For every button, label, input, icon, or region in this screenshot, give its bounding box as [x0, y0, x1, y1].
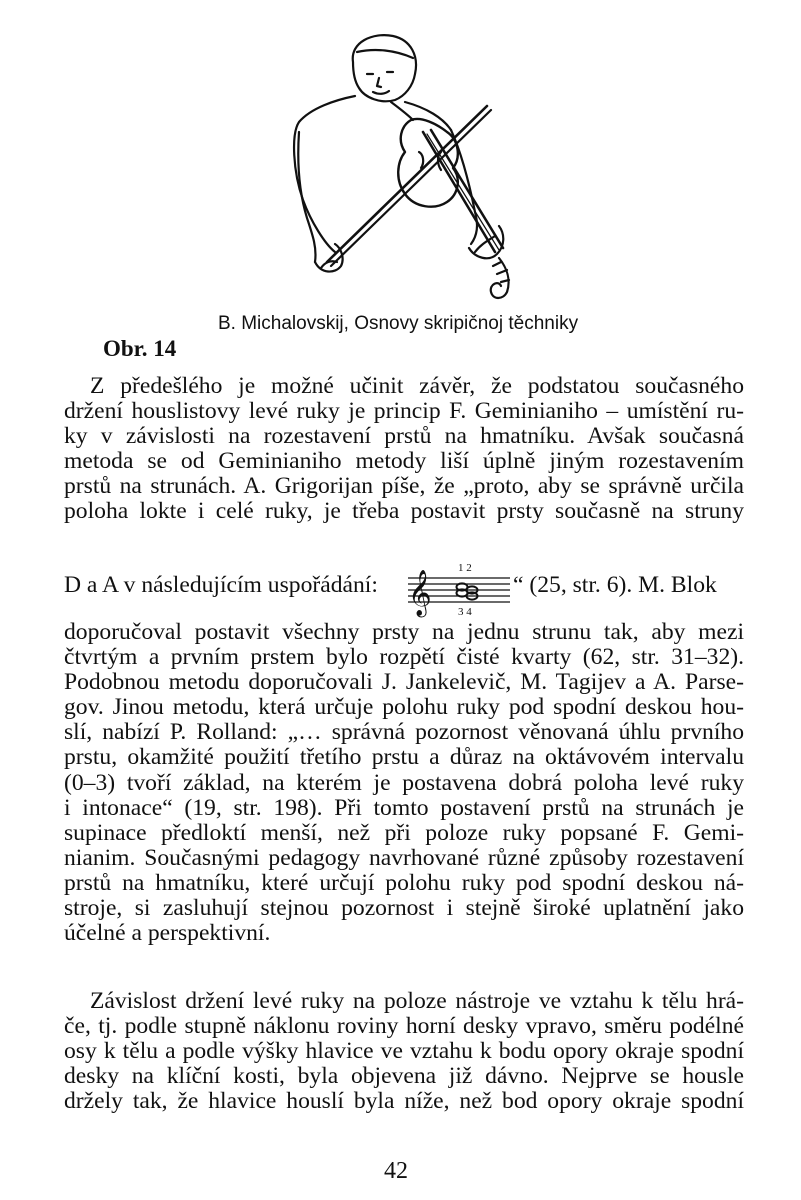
text-line: čtvrtým a prvním prstem bylo rozpětí čisté kvarty (62, str. 31–32).: [64, 644, 744, 671]
text-line: účelné a perspektivní.: [64, 920, 271, 947]
text-line: stroje, si zasluhují stejnou pozornost i stejně široké uplatnění jako: [64, 895, 744, 922]
text-line: desky na klíční kosti, byla objevena již dávno. Nejprve se housle: [64, 1063, 744, 1090]
figure-label: Obr. 14: [103, 336, 177, 361]
music-example-line: [64, 560, 744, 618]
text-line: ky v závislosti na rozestavení prstů na hmatníku. Avšak současná: [64, 423, 744, 450]
text-line: če, tj. podle stupně náklonu roviny horní desky vpravo, směru podélné: [64, 1013, 744, 1040]
fingering-bottom: 3 4: [458, 606, 472, 618]
paragraph-1: [64, 374, 744, 525]
text-line: doporučoval postavit všechny prsty na jednu strunu tak, aby mezi: [64, 619, 744, 645]
text-line: i intonace“ (19, str. 198). Při tomto postavení prstů na strunách je: [64, 794, 744, 821]
text-line: supinace předloktí menší, než při poloze ruky popsané F. Gemi-: [64, 819, 744, 846]
music-line-before: D a A v následujícím uspořádání:: [64, 572, 378, 598]
text-line: gov. Jinou metodu, která určuje polohu ruky pod spodní deskou hou-: [64, 694, 744, 721]
text-line: poloha lokte i celé ruky, je třeba postavit prsty současně na struny: [64, 498, 744, 525]
text-line: Z předešlého je možné učinit závěr, že podstatou současného: [90, 373, 744, 399]
figure-caption: B. Michalovskij, Osnovy skripičnoj těchniky: [218, 313, 579, 334]
paragraph-2: [64, 989, 744, 1114]
text-line: prstu, okamžité použití třetího prstu a důraz na oktávovém intervalu: [64, 744, 744, 771]
text-line: prstů na hmatníku, které určují polohu ruky pod spodní deskou ná-: [64, 869, 744, 896]
violinist-illustration: [255, 22, 545, 312]
text-line: metoda se od Geminianiho metody liší úplně jiným rozestavením: [64, 448, 744, 475]
text-line: slí, nabízí P. Rolland: „… správná pozornost věnovaná úhlu prvního: [64, 719, 744, 746]
svg-text:𝄞: 𝄞: [408, 570, 432, 616]
music-staff-icon: [404, 560, 514, 618]
text-line: držení houslistovy levé ruky je princip F. Geminianiho – umístění ru-: [64, 398, 744, 425]
fingering-top: 1 2: [458, 562, 472, 574]
music-line-after: “ (25, str. 6). M. Blok: [513, 572, 717, 598]
text-line: Podobnou metodu doporučovali J. Jankelevič, M. Tagijev a A. Parse-: [64, 669, 744, 696]
page-number: 42: [384, 1158, 408, 1184]
text-line: osy k tělu a podle výšky hlavice ve vztahu k bodu opory okraje spodní: [64, 1038, 744, 1065]
text-line: nianim. Současnými pedagogy navrhované různé způsoby rozestavení: [64, 844, 744, 871]
text-line: držely tak, že hlavice houslí byla níže, než bod opory okraje spodní: [64, 1088, 744, 1115]
paragraph-1-continued: [64, 620, 744, 946]
text-line: (0–3) tvoří základ, na kterém je postavena dobrá poloha levé ruky: [64, 769, 744, 796]
text-line: prstů na strunách. A. Grigorijan píše, že „proto, aby se správně určila: [64, 473, 744, 500]
text-line: Závislost držení levé ruky na poloze nástroje ve vztahu k tělu hrá-: [90, 988, 744, 1014]
